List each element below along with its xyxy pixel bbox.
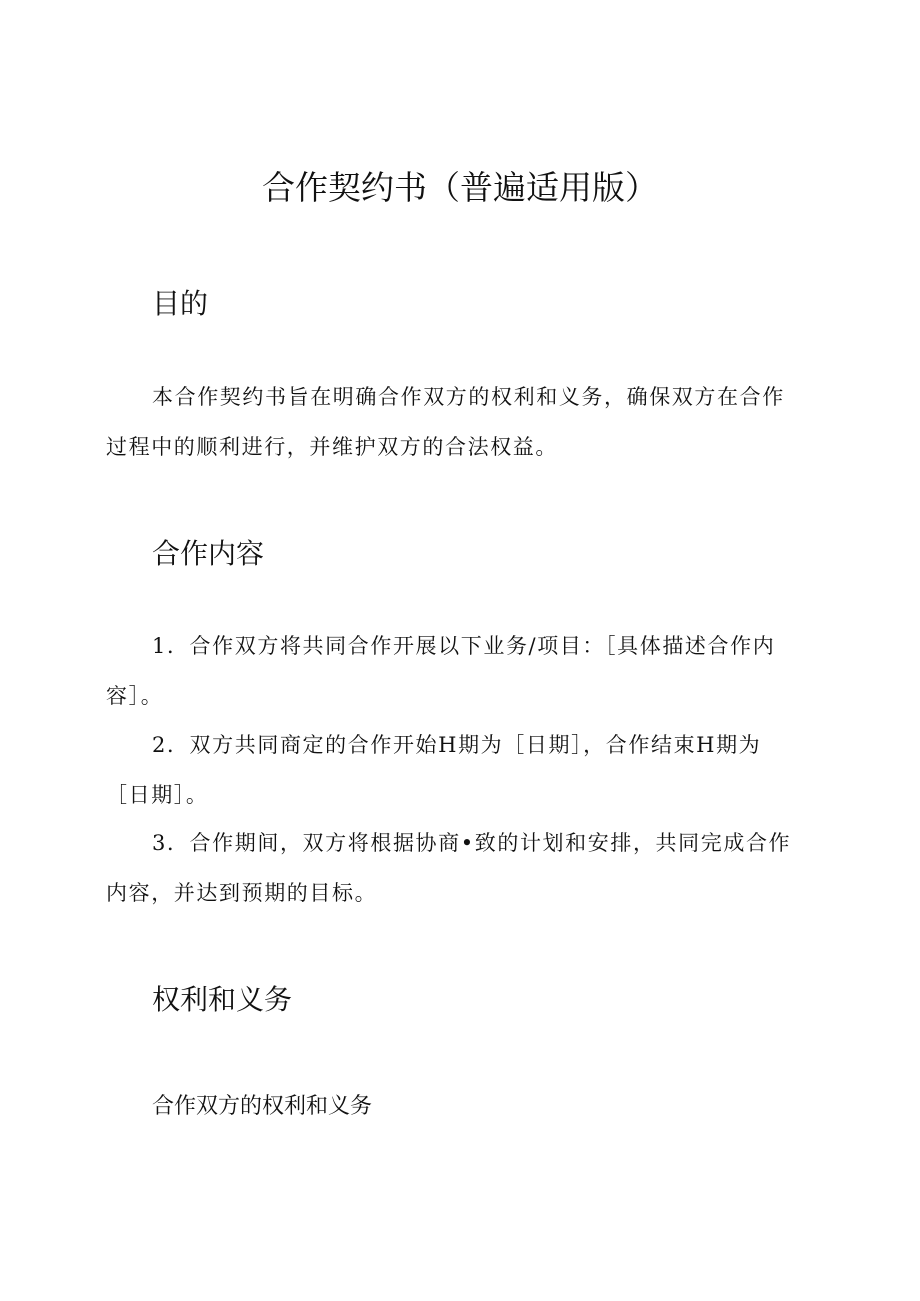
content-item-3: 3．合作期间，双方将根据协商•致的计划和安排，共同完成合作内容，并达到预期的目标。 — [106, 831, 792, 905]
document-title: 合作契约书（普遍适用版） — [262, 168, 658, 207]
content-item-2: 2．双方共同商定的合作开始H期为［日期］，合作结束H期为［日期］。 — [106, 733, 762, 807]
purpose-paragraph: 本合作契约书旨在明确合作双方的权利和义务，确保双方在合作过程中的顺利进行，并维护双方的合法权益。 — [106, 385, 785, 459]
content-item-1: 1．合作双方将共同合作开展以下业务/项目：［具体描述合作内容］。 — [106, 634, 776, 708]
section-heading-cooperation-content: 合作内容 — [152, 537, 265, 570]
subheading-rights-obligations: 合作双方的权利和义务 — [152, 1094, 373, 1119]
section-heading-purpose: 目的 — [152, 287, 209, 320]
section-heading-rights-obligations: 权利和义务 — [152, 983, 293, 1016]
